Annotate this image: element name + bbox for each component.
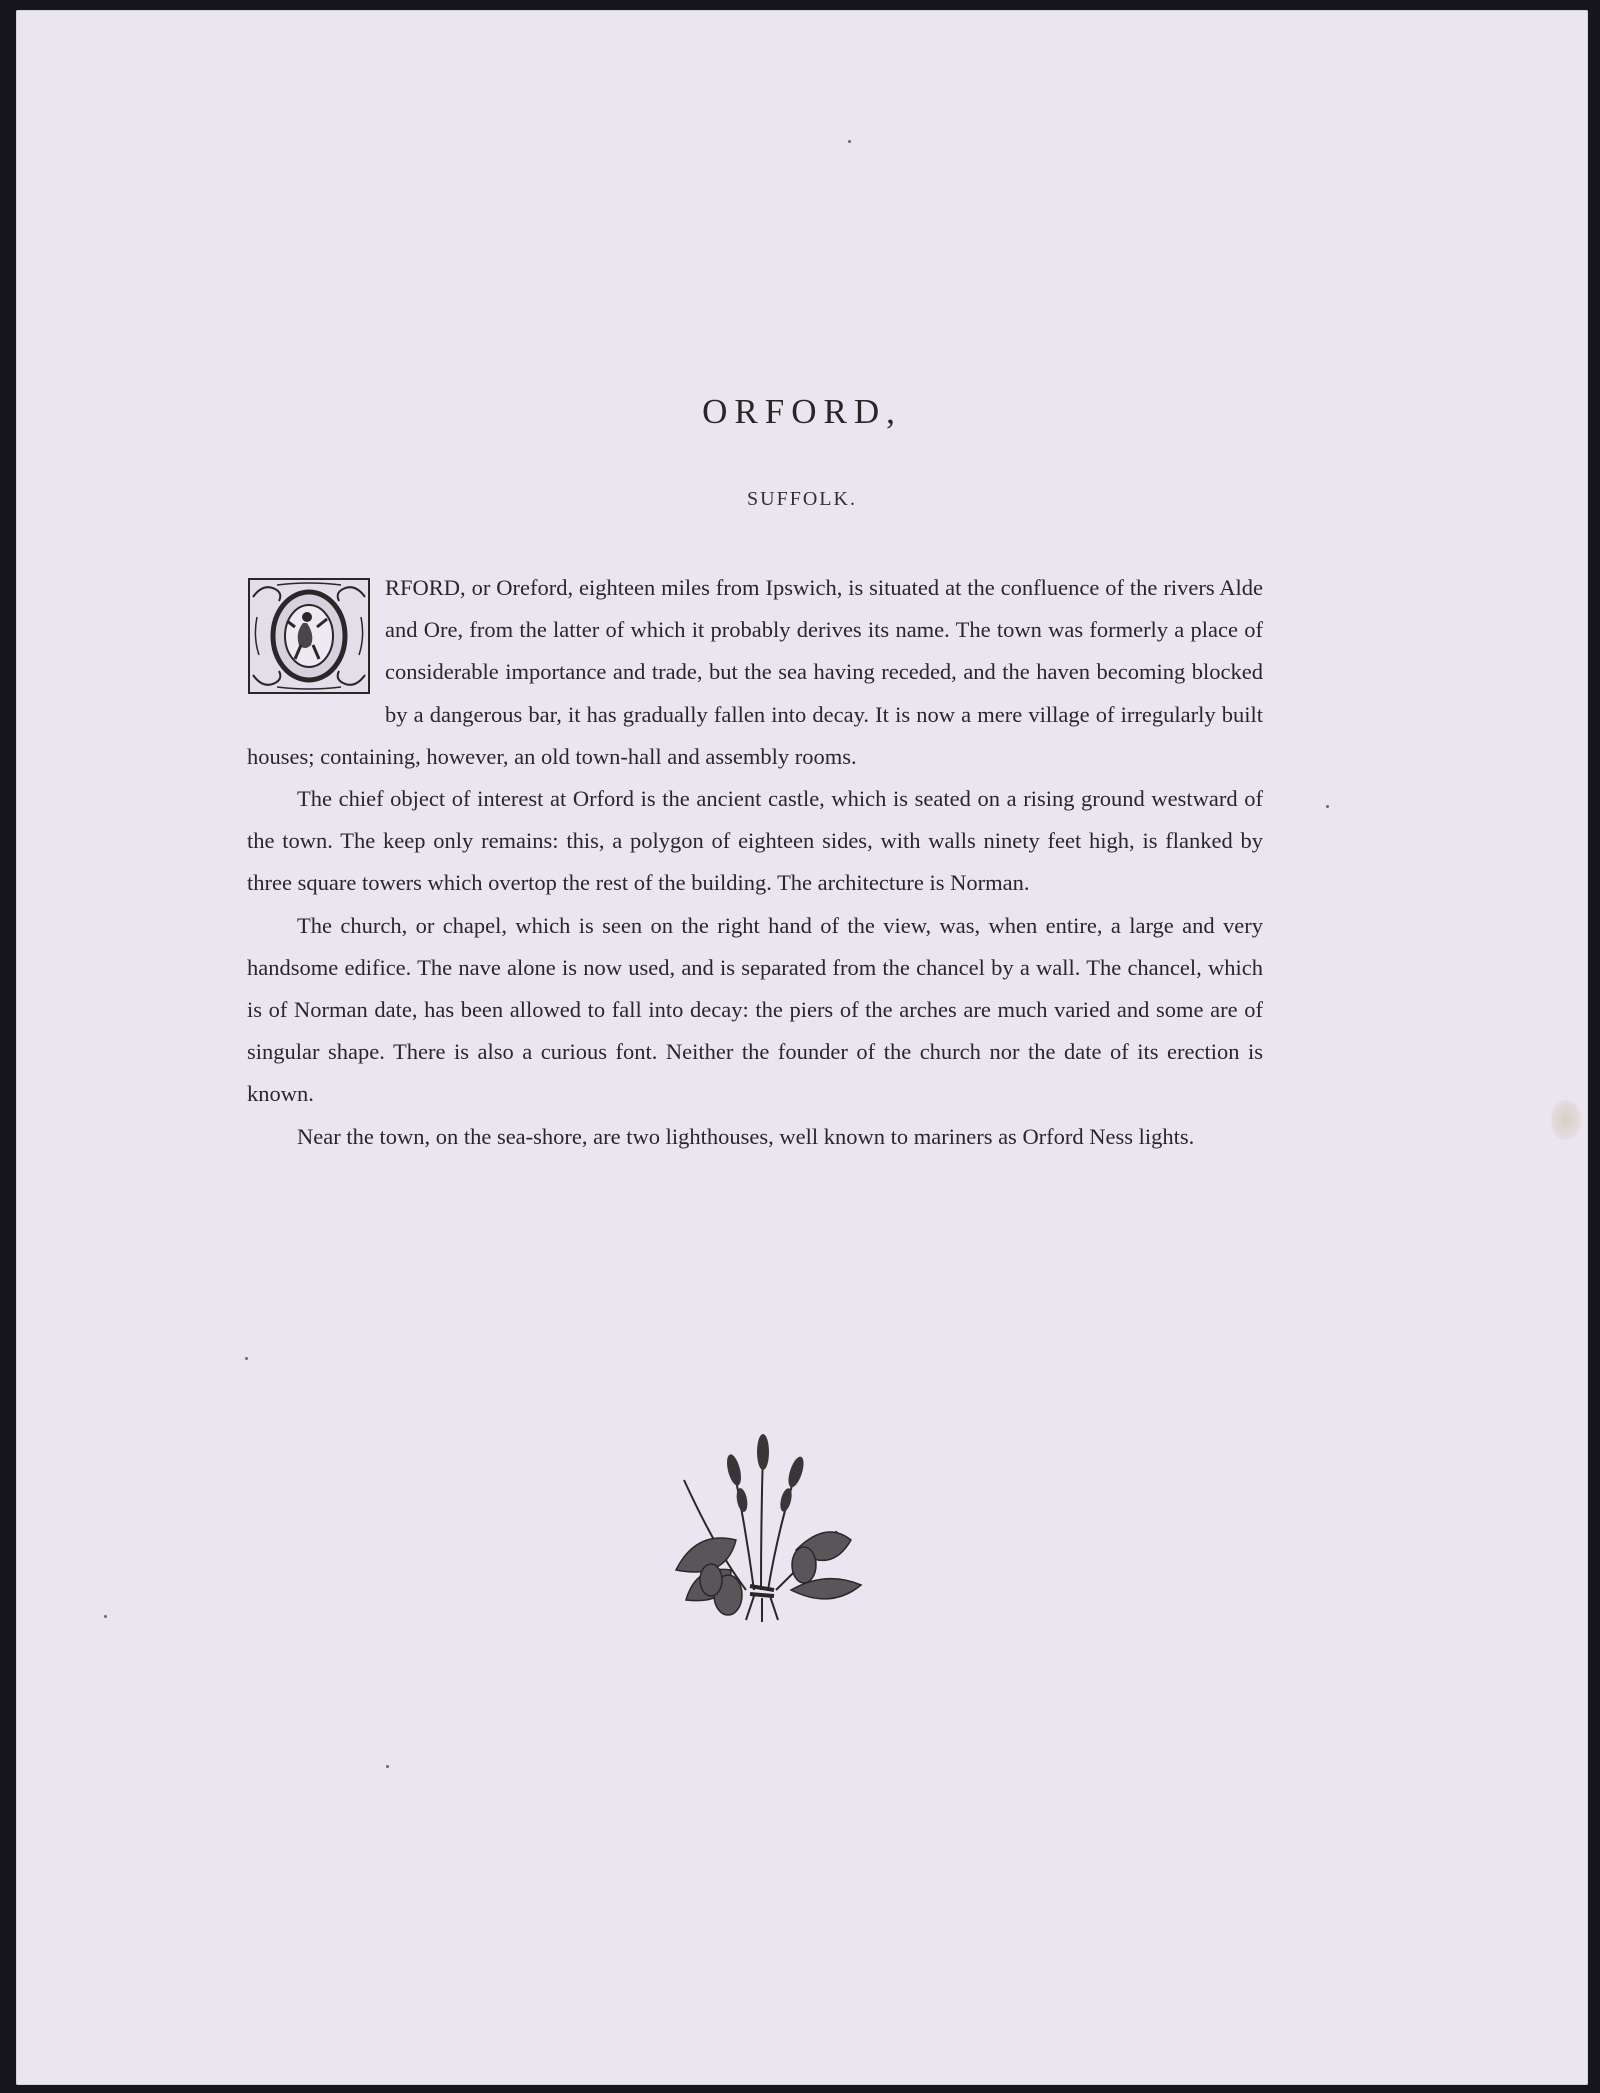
book-page bbox=[16, 10, 1588, 2085]
paper-speck bbox=[104, 1615, 107, 1618]
page-subtitle: SUFFOLK. bbox=[747, 488, 857, 510]
paper-speck bbox=[848, 140, 851, 143]
decorated-initial-o-icon bbox=[247, 577, 371, 695]
paragraph-2: The chief object of interest at Orford is the ancient castle, which is seated on a rising ground westward of the town. The keep only remains: this, a polygon of eighteen sides, with walls ninety feet high, is flanked by three square towers which overtop the rest of the building. The architecture is Norman. bbox=[247, 786, 1263, 896]
vignette-graphic bbox=[646, 1430, 876, 1630]
paper-speck bbox=[245, 1357, 248, 1360]
page-title: ORFORD, bbox=[702, 392, 902, 431]
dropcap-graphic bbox=[247, 577, 371, 695]
paper-stain bbox=[1551, 1100, 1581, 1140]
paragraph-1-text: RFORD, or Oreford, eighteen miles from Ipswich, is situated at the confluence of the rivers Alde and Ore, from the latter of which it probably derives its name. The town was formerly a place of considerable importance and trade, but the sea having receded, and the haven becoming blocked by a dangerous bar, it has gradually fallen into decay. It is now a mere village of irregularly built houses; containing, however, an old town-hall and assembly rooms. bbox=[247, 575, 1263, 769]
paragraph-3: The church, or chapel, which is seen on the right hand of the view, was, when entire, a large and very handsome edifice. The nave alone is now used, and is separated from the chancel by a wall. The chancel, which is of Norman date, has been allowed to fall into decay: the piers of the arches are much varied and some are of singular shape. There is also a curious font. Neither the founder of the church nor the date of its erection is known. bbox=[247, 912, 1263, 1107]
dropcap-letter: O bbox=[308, 649, 310, 650]
paper-speck bbox=[386, 1765, 389, 1768]
wheat-and-hops-vignette-icon bbox=[646, 1430, 876, 1630]
paper-speck bbox=[1326, 805, 1329, 808]
paragraph-4: Near the town, on the sea-shore, are two lighthouses, well known to mariners as Orford Ness lights. bbox=[297, 1123, 1195, 1149]
article-body bbox=[247, 567, 1263, 1158]
paragraph-1 bbox=[247, 567, 1263, 778]
